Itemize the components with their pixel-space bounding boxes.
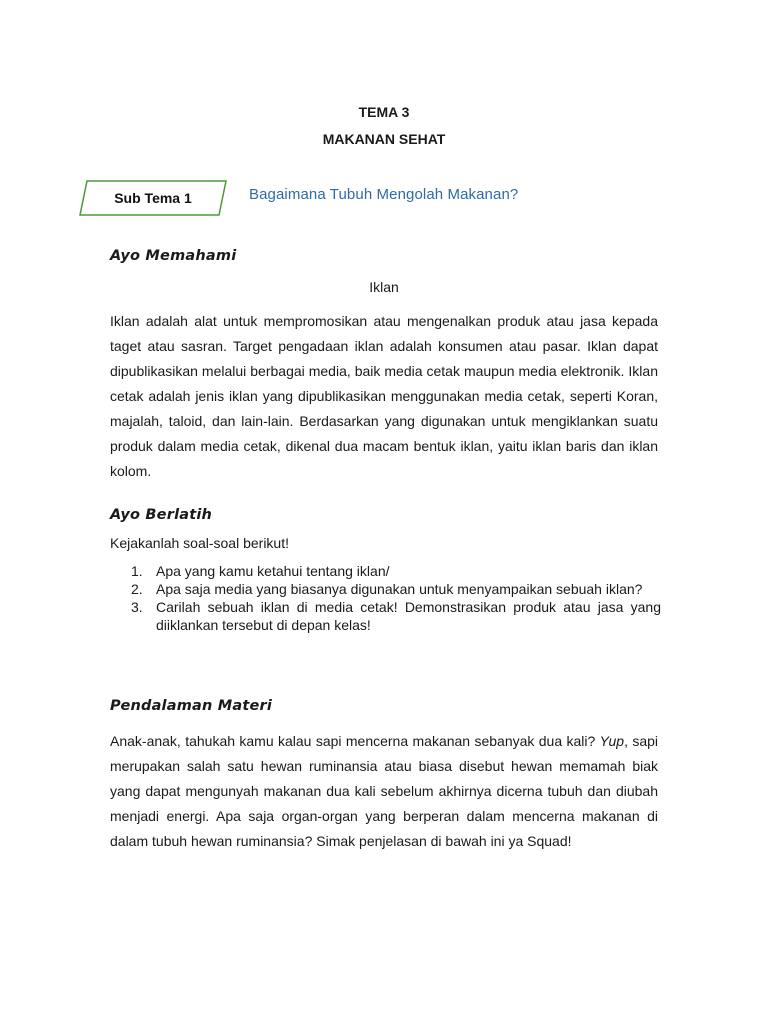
italic-word: Yup xyxy=(599,733,625,749)
exercise-intro: Kejakanlah soal-soal berikut! xyxy=(110,535,289,551)
heading-pendalaman-materi: Pendalaman Materi xyxy=(110,698,273,714)
heading-ayo-berlatih: Ayo Berlatih xyxy=(110,507,213,523)
topic-title: Iklan xyxy=(369,279,399,295)
question-item xyxy=(131,598,661,634)
question-number: 2. xyxy=(131,581,143,597)
paragraph-iklan xyxy=(110,309,658,484)
paragraph-sentence-1: Anak-anak, tahukah kamu kalau sapi mencerna makanan sebanyak dua kali? xyxy=(110,733,596,749)
question-item xyxy=(131,580,661,598)
subtheme-label: Sub Tema 1 xyxy=(114,190,192,206)
question-text: Carilah sebuah iklan di media cetak! Demonstrasikan produk atau jasa yang diiklankan tersebut di depan kelas! xyxy=(156,599,661,633)
paragraph-rest: , sapi merupakan salah satu hewan ruminansia atau biasa disebut hewan memamah biak yang dapat mengunyah makanan dua kali sebelum akhirnya dicerna tubuh dan diubah menjadi energi. Apa saja organ-organ yang berperan dalam mencerna makanan di dalam tubuh hewan ruminansia? Simak penjelasan di bawah ini ya Squad! xyxy=(110,733,659,849)
theme-title: MAKANAN SEHAT xyxy=(322,131,446,147)
heading-ayo-memahami: Ayo Memahami xyxy=(110,248,237,264)
paragraph-pendalaman-text xyxy=(110,729,658,854)
paragraph-pendalaman xyxy=(110,729,658,854)
question-number: 3. xyxy=(131,599,143,615)
question-item xyxy=(131,562,661,580)
question-number: 1. xyxy=(131,563,143,579)
subtheme-title: Bagaimana Tubuh Mengolah Makanan? xyxy=(249,186,519,203)
question-text: Apa saja media yang biasanya digunakan untuk menyampaikan sebuah iklan? xyxy=(156,581,643,597)
question-list xyxy=(131,562,661,634)
paragraph-iklan-text: Iklan adalah alat untuk mempromosikan atau mengenalkan produk atau jasa kepada taget atau sasran. Target pengadaan iklan adalah konsumen atau pasar. Iklan dapat dipublikasikan melalui berbagai media, baik media cetak maupun media elektronik. Iklan cetak adalah jenis iklan yang dipublikasikan menggunakan media cetak, seperti Koran, majalah, taloid, dan lain-lain. Berdasarkan yang digunakan untuk mengiklankan suatu produk dalam media cetak, dikenal dua macam bentuk iklan, yaitu iklan baris dan iklan kolom. xyxy=(110,313,658,479)
theme-number: TEMA 3 xyxy=(358,104,410,120)
question-text: Apa yang kamu ketahui tentang iklan/ xyxy=(156,563,390,579)
subtheme-badge xyxy=(79,180,227,216)
